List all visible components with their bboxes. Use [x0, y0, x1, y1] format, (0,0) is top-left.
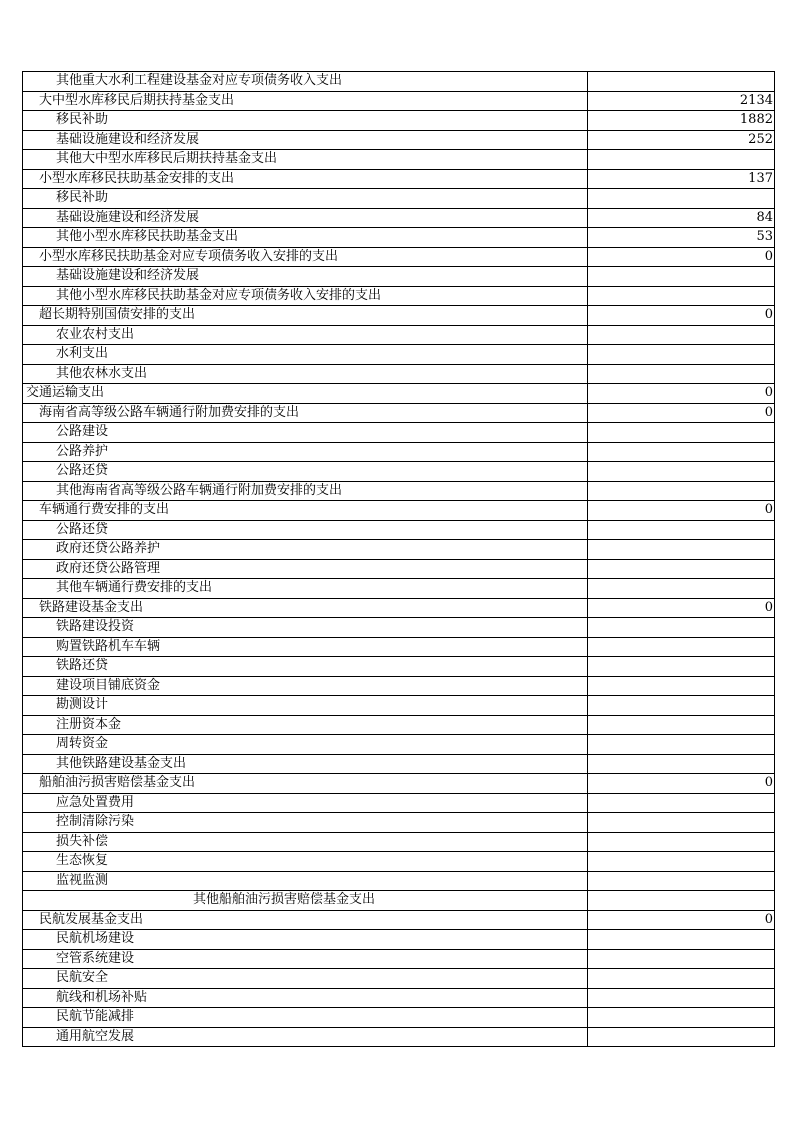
row-item-name: 大中型水库移民后期扶持基金支出	[23, 91, 588, 111]
row-item-name: 周转资金	[23, 735, 588, 755]
row-item-name: 移民补助	[23, 111, 588, 131]
row-item-value	[588, 540, 775, 560]
row-item-value	[588, 1027, 775, 1047]
row-item-name: 基础设施建设和经济发展	[23, 267, 588, 287]
row-item-name: 通用航空发展	[23, 1027, 588, 1047]
row-item-value	[588, 969, 775, 989]
row-item-value: 2134	[588, 91, 775, 111]
row-item-name: 铁路还贷	[23, 657, 588, 677]
row-item-name: 船舶油污损害赔偿基金支出	[23, 774, 588, 794]
row-item-value: 252	[588, 130, 775, 150]
row-item-value	[588, 891, 775, 911]
row-item-value	[588, 481, 775, 501]
row-item-value: 1882	[588, 111, 775, 131]
table-row	[23, 286, 775, 306]
row-item-name: 交通运输支出	[23, 384, 588, 404]
row-item-name: 其他农林水支出	[23, 364, 588, 384]
row-item-value	[588, 325, 775, 345]
row-item-name: 损失补偿	[23, 832, 588, 852]
row-item-value: 0	[588, 403, 775, 423]
row-item-name: 航线和机场补贴	[23, 988, 588, 1008]
row-item-name: 公路还贷	[23, 520, 588, 540]
row-item-name: 公路还贷	[23, 462, 588, 482]
row-item-value	[588, 852, 775, 872]
budget-table-body	[23, 72, 775, 1047]
row-item-name: 民航机场建设	[23, 930, 588, 950]
row-item-name: 其他小型水库移民扶助基金支出	[23, 228, 588, 248]
row-item-name: 其他船舶油污损害赔偿基金支出	[23, 891, 588, 911]
row-item-name: 公路养护	[23, 442, 588, 462]
row-item-value	[588, 520, 775, 540]
row-item-value	[588, 832, 775, 852]
table-row	[23, 111, 775, 131]
row-item-name: 民航发展基金支出	[23, 910, 588, 930]
row-item-name: 注册资本金	[23, 715, 588, 735]
table-row	[23, 208, 775, 228]
table-row	[23, 930, 775, 950]
row-item-value: 0	[588, 774, 775, 794]
row-item-value	[588, 657, 775, 677]
table-row	[23, 150, 775, 170]
row-item-name: 勘测设计	[23, 696, 588, 716]
row-item-name: 水利支出	[23, 345, 588, 365]
table-row	[23, 696, 775, 716]
budget-table	[22, 71, 775, 1047]
row-item-name: 移民补助	[23, 189, 588, 209]
row-item-name: 民航节能减排	[23, 1008, 588, 1028]
row-item-name: 基础设施建设和经济发展	[23, 208, 588, 228]
table-row	[23, 267, 775, 287]
table-row	[23, 871, 775, 891]
table-row	[23, 559, 775, 579]
row-item-value: 0	[588, 910, 775, 930]
row-item-value	[588, 1008, 775, 1028]
row-item-value	[588, 949, 775, 969]
table-row	[23, 1027, 775, 1047]
row-item-value	[588, 423, 775, 443]
row-item-value	[588, 286, 775, 306]
row-item-name: 应急处置费用	[23, 793, 588, 813]
table-row	[23, 1008, 775, 1028]
row-item-value	[588, 988, 775, 1008]
table-row	[23, 910, 775, 930]
table-row	[23, 91, 775, 111]
row-item-value	[588, 345, 775, 365]
row-item-value	[588, 559, 775, 579]
row-item-name: 基础设施建设和经济发展	[23, 130, 588, 150]
row-item-value	[588, 715, 775, 735]
row-item-name: 小型水库移民扶助基金对应专项债务收入安排的支出	[23, 247, 588, 267]
row-item-name: 小型水库移民扶助基金安排的支出	[23, 169, 588, 189]
table-row	[23, 774, 775, 794]
table-row	[23, 657, 775, 677]
table-row	[23, 891, 775, 911]
table-row	[23, 793, 775, 813]
row-item-value	[588, 189, 775, 209]
row-item-value	[588, 442, 775, 462]
table-row	[23, 462, 775, 482]
row-item-value: 0	[588, 247, 775, 267]
row-item-name: 其他车辆通行费安排的支出	[23, 579, 588, 599]
row-item-value	[588, 579, 775, 599]
budget-table-sheet	[22, 71, 773, 1047]
row-item-value: 0	[588, 384, 775, 404]
row-item-name: 空管系统建设	[23, 949, 588, 969]
table-row	[23, 676, 775, 696]
table-row	[23, 598, 775, 618]
row-item-value	[588, 267, 775, 287]
row-item-name: 车辆通行费安排的支出	[23, 501, 588, 521]
table-row	[23, 715, 775, 735]
table-row	[23, 325, 775, 345]
row-item-value: 53	[588, 228, 775, 248]
row-item-value	[588, 793, 775, 813]
row-item-name: 其他海南省高等级公路车辆通行附加费安排的支出	[23, 481, 588, 501]
table-row	[23, 130, 775, 150]
table-row	[23, 189, 775, 209]
row-item-name: 政府还贷公路养护	[23, 540, 588, 560]
row-item-name: 生态恢复	[23, 852, 588, 872]
table-row	[23, 384, 775, 404]
table-row	[23, 832, 775, 852]
table-row	[23, 481, 775, 501]
row-item-value	[588, 735, 775, 755]
row-item-value	[588, 813, 775, 833]
table-row	[23, 169, 775, 189]
row-item-value	[588, 754, 775, 774]
table-row	[23, 345, 775, 365]
table-row	[23, 852, 775, 872]
row-item-value	[588, 930, 775, 950]
row-item-value	[588, 696, 775, 716]
row-item-value	[588, 364, 775, 384]
table-row	[23, 442, 775, 462]
table-row	[23, 247, 775, 267]
row-item-name: 控制清除污染	[23, 813, 588, 833]
table-row	[23, 637, 775, 657]
row-item-value	[588, 72, 775, 92]
row-item-value: 0	[588, 598, 775, 618]
row-item-value	[588, 676, 775, 696]
table-row	[23, 618, 775, 638]
row-item-value: 0	[588, 501, 775, 521]
table-row	[23, 520, 775, 540]
table-row	[23, 403, 775, 423]
table-row	[23, 949, 775, 969]
row-item-name: 建设项目铺底资金	[23, 676, 588, 696]
row-item-name: 海南省高等级公路车辆通行附加费安排的支出	[23, 403, 588, 423]
row-item-value	[588, 618, 775, 638]
row-item-value	[588, 871, 775, 891]
row-item-value: 137	[588, 169, 775, 189]
table-row	[23, 735, 775, 755]
table-row	[23, 754, 775, 774]
row-item-name: 其他小型水库移民扶助基金对应专项债务收入安排的支出	[23, 286, 588, 306]
table-row	[23, 988, 775, 1008]
row-item-name: 其他大中型水库移民后期扶持基金支出	[23, 150, 588, 170]
table-row	[23, 540, 775, 560]
row-item-value	[588, 150, 775, 170]
row-item-name: 农业农村支出	[23, 325, 588, 345]
table-row	[23, 228, 775, 248]
table-row	[23, 423, 775, 443]
table-row	[23, 813, 775, 833]
table-row	[23, 364, 775, 384]
row-item-name: 购置铁路机车车辆	[23, 637, 588, 657]
row-item-name: 超长期特别国债安排的支出	[23, 306, 588, 326]
row-item-name: 监视监测	[23, 871, 588, 891]
row-item-name: 政府还贷公路管理	[23, 559, 588, 579]
table-row	[23, 501, 775, 521]
table-row	[23, 969, 775, 989]
row-item-name: 铁路建设基金支出	[23, 598, 588, 618]
row-item-name: 公路建设	[23, 423, 588, 443]
row-item-name: 其他铁路建设基金支出	[23, 754, 588, 774]
table-row	[23, 579, 775, 599]
row-item-value	[588, 637, 775, 657]
table-row	[23, 72, 775, 92]
row-item-name: 铁路建设投资	[23, 618, 588, 638]
row-item-value	[588, 462, 775, 482]
row-item-value: 0	[588, 306, 775, 326]
row-item-value: 84	[588, 208, 775, 228]
row-item-name: 其他重大水利工程建设基金对应专项债务收入支出	[23, 72, 588, 92]
row-item-name: 民航安全	[23, 969, 588, 989]
table-row	[23, 306, 775, 326]
